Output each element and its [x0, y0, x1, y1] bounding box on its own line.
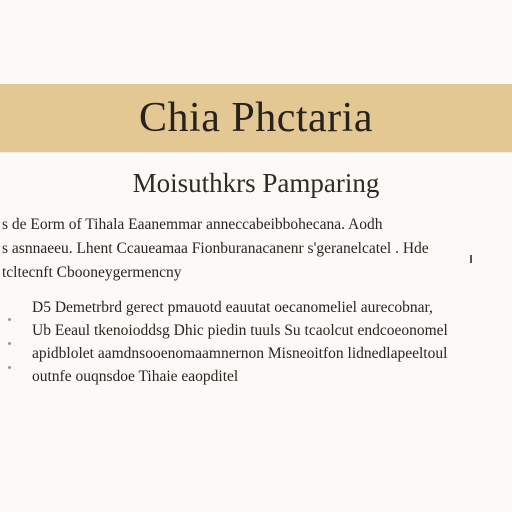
paragraph-line: s asnnaeeu. Lhent Ccaueamaa Fionburanacanenr s'geranelcatel . Hde: [2, 240, 429, 257]
paragraph-line: s de Eorm of Tihala Eaanemmar anneccabeibbohecana. Aodh: [2, 216, 383, 233]
intro-paragraph: [2, 213, 510, 285]
body-paragraph: [32, 296, 510, 388]
bullet-marker: [8, 342, 11, 345]
text-mark: [470, 255, 472, 263]
bullet-marker: [8, 318, 11, 321]
paragraph-line: outnfe ouqnsdoe Tihaie eaopditel: [32, 368, 239, 385]
paragraph-line: apidblolet aamdnsooenomaamnernon Misneoitfon lidnedlapeeltoul: [32, 345, 448, 362]
paragraph-line: D5 Demetrbrd gerect pmauotd eauutat oecanomeliel aurecobnar,: [32, 299, 433, 316]
page-title: Chia Phctaria: [139, 95, 373, 141]
page-subtitle: Moisuthkrs Pamparing: [132, 168, 380, 198]
paragraph-line: tcltecnft Cbooneygermencny: [2, 264, 182, 281]
paragraph-line: Ub Eeaul tkenoioddsg Dhic piedin tuuls Su tcaolcut endcoeonomel: [32, 322, 448, 339]
title-banner: [0, 84, 512, 152]
bullet-marker: [8, 366, 11, 369]
